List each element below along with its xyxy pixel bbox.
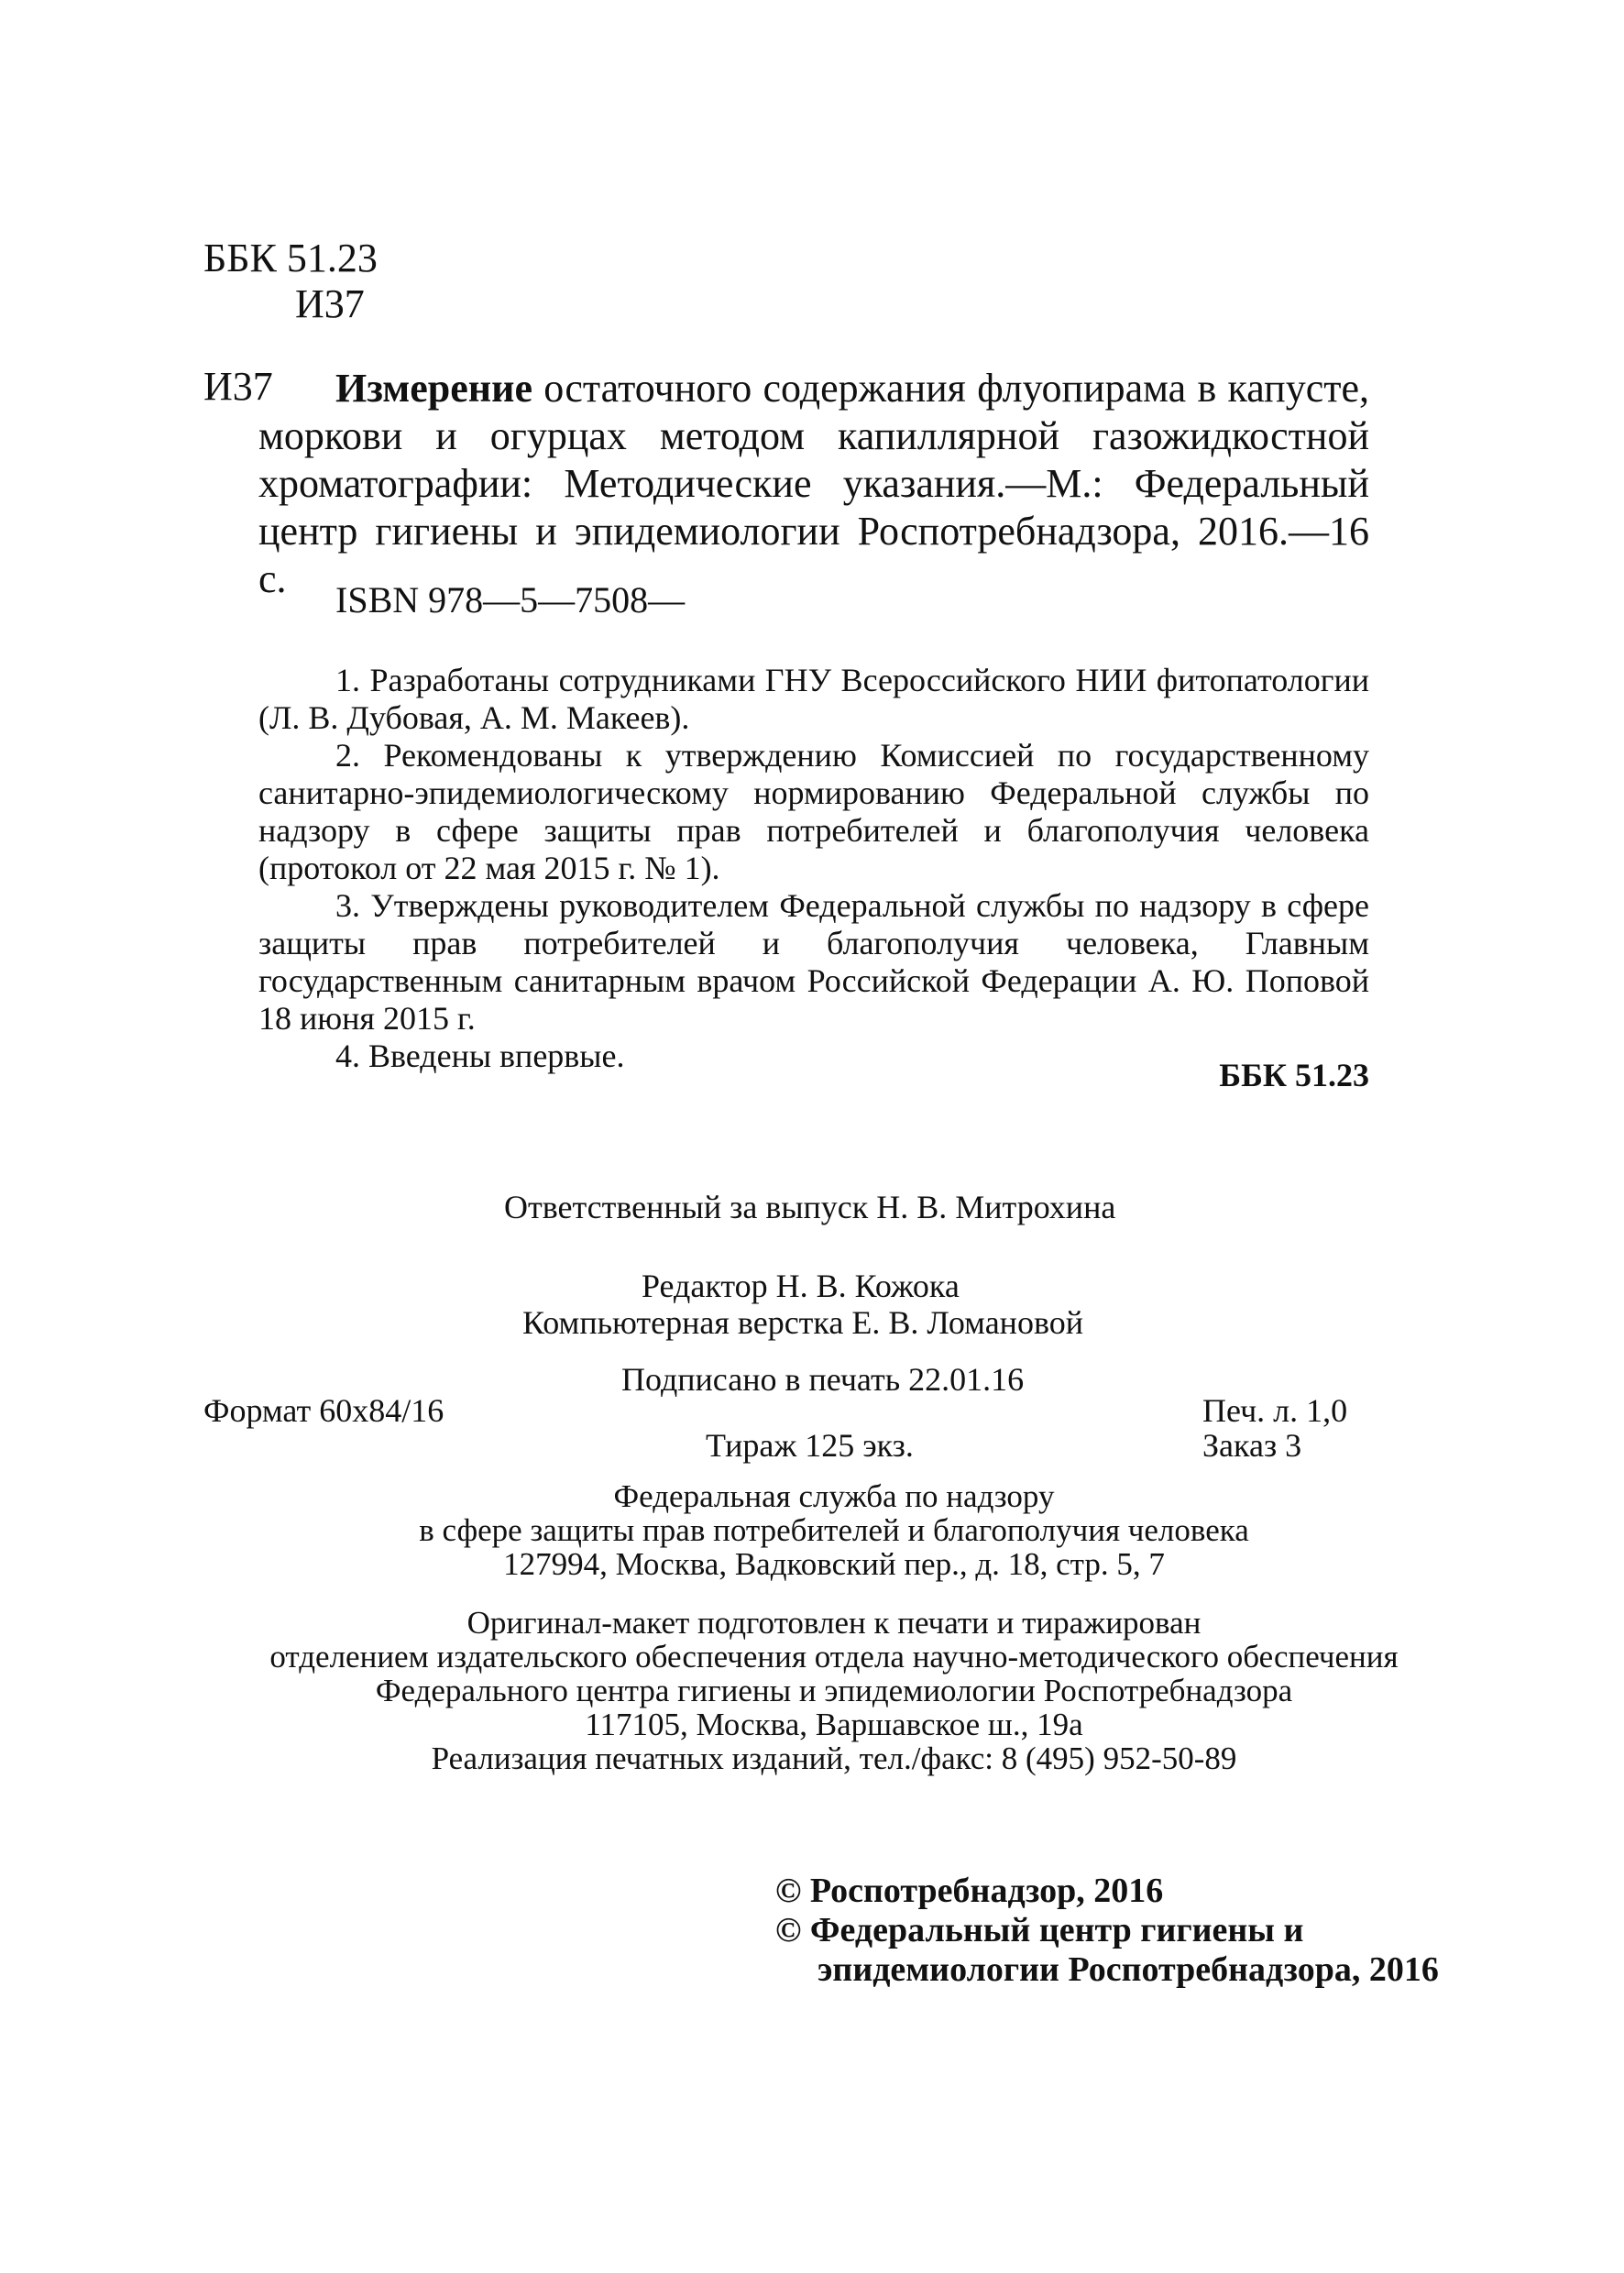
editor: Редактор Н. В. Кожока <box>642 1268 960 1304</box>
note-item: 3. Утверждены руководителем Федеральной службы по надзору в сфере защиты прав потребителей и благополучия человека, Главным государственным санитарным врачом Российской Федерации А. Ю. Поповой 18 июня 2015 г. <box>258 887 1369 1037</box>
signed-to-print: Подписано в печать 22.01.16 <box>621 1361 1025 1398</box>
entry-title: Измерение <box>335 366 533 411</box>
paper-format: Формат 60x84/16 <box>203 1392 444 1429</box>
layout-origin-block <box>238 1606 1430 1741</box>
printed-sheets: Печ. л. 1,0 <box>1202 1392 1348 1429</box>
isbn: ISBN 978—5—7508— <box>335 579 686 620</box>
notes-list <box>258 662 1369 1075</box>
copyright-block <box>775 1872 1439 1990</box>
layout-origin-line: 117105, Москва, Варшавское ш., 19а <box>585 1707 1083 1742</box>
entry-code: И37 <box>203 364 273 409</box>
author-mark: И37 <box>295 281 365 326</box>
publisher-block <box>238 1479 1430 1581</box>
layout-origin-line: отделением издательского обеспечения отдела научно-методического обеспечения <box>269 1639 1399 1675</box>
copyright-line: © Федеральный центр гигиены и <box>775 1911 1304 1949</box>
note-item: 1. Разработаны сотрудниками ГНУ Всероссийского НИИ фитопатологии (Л. В. Дубовая, А. М. Макеев). <box>258 662 1369 736</box>
note-item: 2. Рекомендованы к утверждению Комиссией по государственному санитарно-эпидемиологическому нормированию Федеральной службы по надзору в сфере защиты прав потребителей и благополучия человека (протокол от 22 мая 2015 г. № 1). <box>258 737 1369 886</box>
note-item: 4. Введены впервые. <box>335 1038 625 1074</box>
entry-description: остаточного содержания флуопирама в капусте, моркови и огурцах методом капиллярной газожидкостной хроматографии: Методические указания.—М.: Федеральный центр гигиены и эпидемиологии Роспотребнадзора, 2016.—16 с. <box>258 366 1369 601</box>
bbk-code: ББК 51.23 <box>203 236 378 280</box>
publisher-line: 127994, Москва, Вадковский пер., д. 18, стр. 5, 7 <box>503 1546 1165 1582</box>
layout-origin-line: Федерального центра гигиены и эпидемиологии Роспотребнадзора <box>375 1673 1293 1708</box>
bbk-code-bottom: ББК 51.23 <box>1219 1057 1369 1093</box>
order-number: Заказ 3 <box>1202 1427 1302 1464</box>
publisher-line: в сфере защиты прав потребителей и благополучия человека <box>419 1512 1249 1548</box>
bibliographic-entry <box>258 365 1369 603</box>
print-run: Тираж 125 экз. <box>706 1427 914 1464</box>
publisher-line: Федеральная служба по надзору <box>613 1478 1055 1514</box>
sales-info <box>238 1741 1430 1775</box>
sales-line: Реализация печатных изданий, тел./факс: 8 (495) 952-50-89 <box>431 1740 1237 1776</box>
copyright-line: эпидемиологии Роспотребнадзора, 2016 <box>817 1950 1439 1989</box>
copyright-line: © Роспотребнадзор, 2016 <box>775 1872 1164 1910</box>
layout-designer: Компьютерная верстка Е. В. Ломановой <box>522 1304 1083 1341</box>
responsible-person: Ответственный за выпуск Н. В. Митрохина <box>504 1189 1116 1225</box>
layout-origin-line: Оригинал-макет подготовлен к печати и тиражирован <box>466 1605 1202 1641</box>
